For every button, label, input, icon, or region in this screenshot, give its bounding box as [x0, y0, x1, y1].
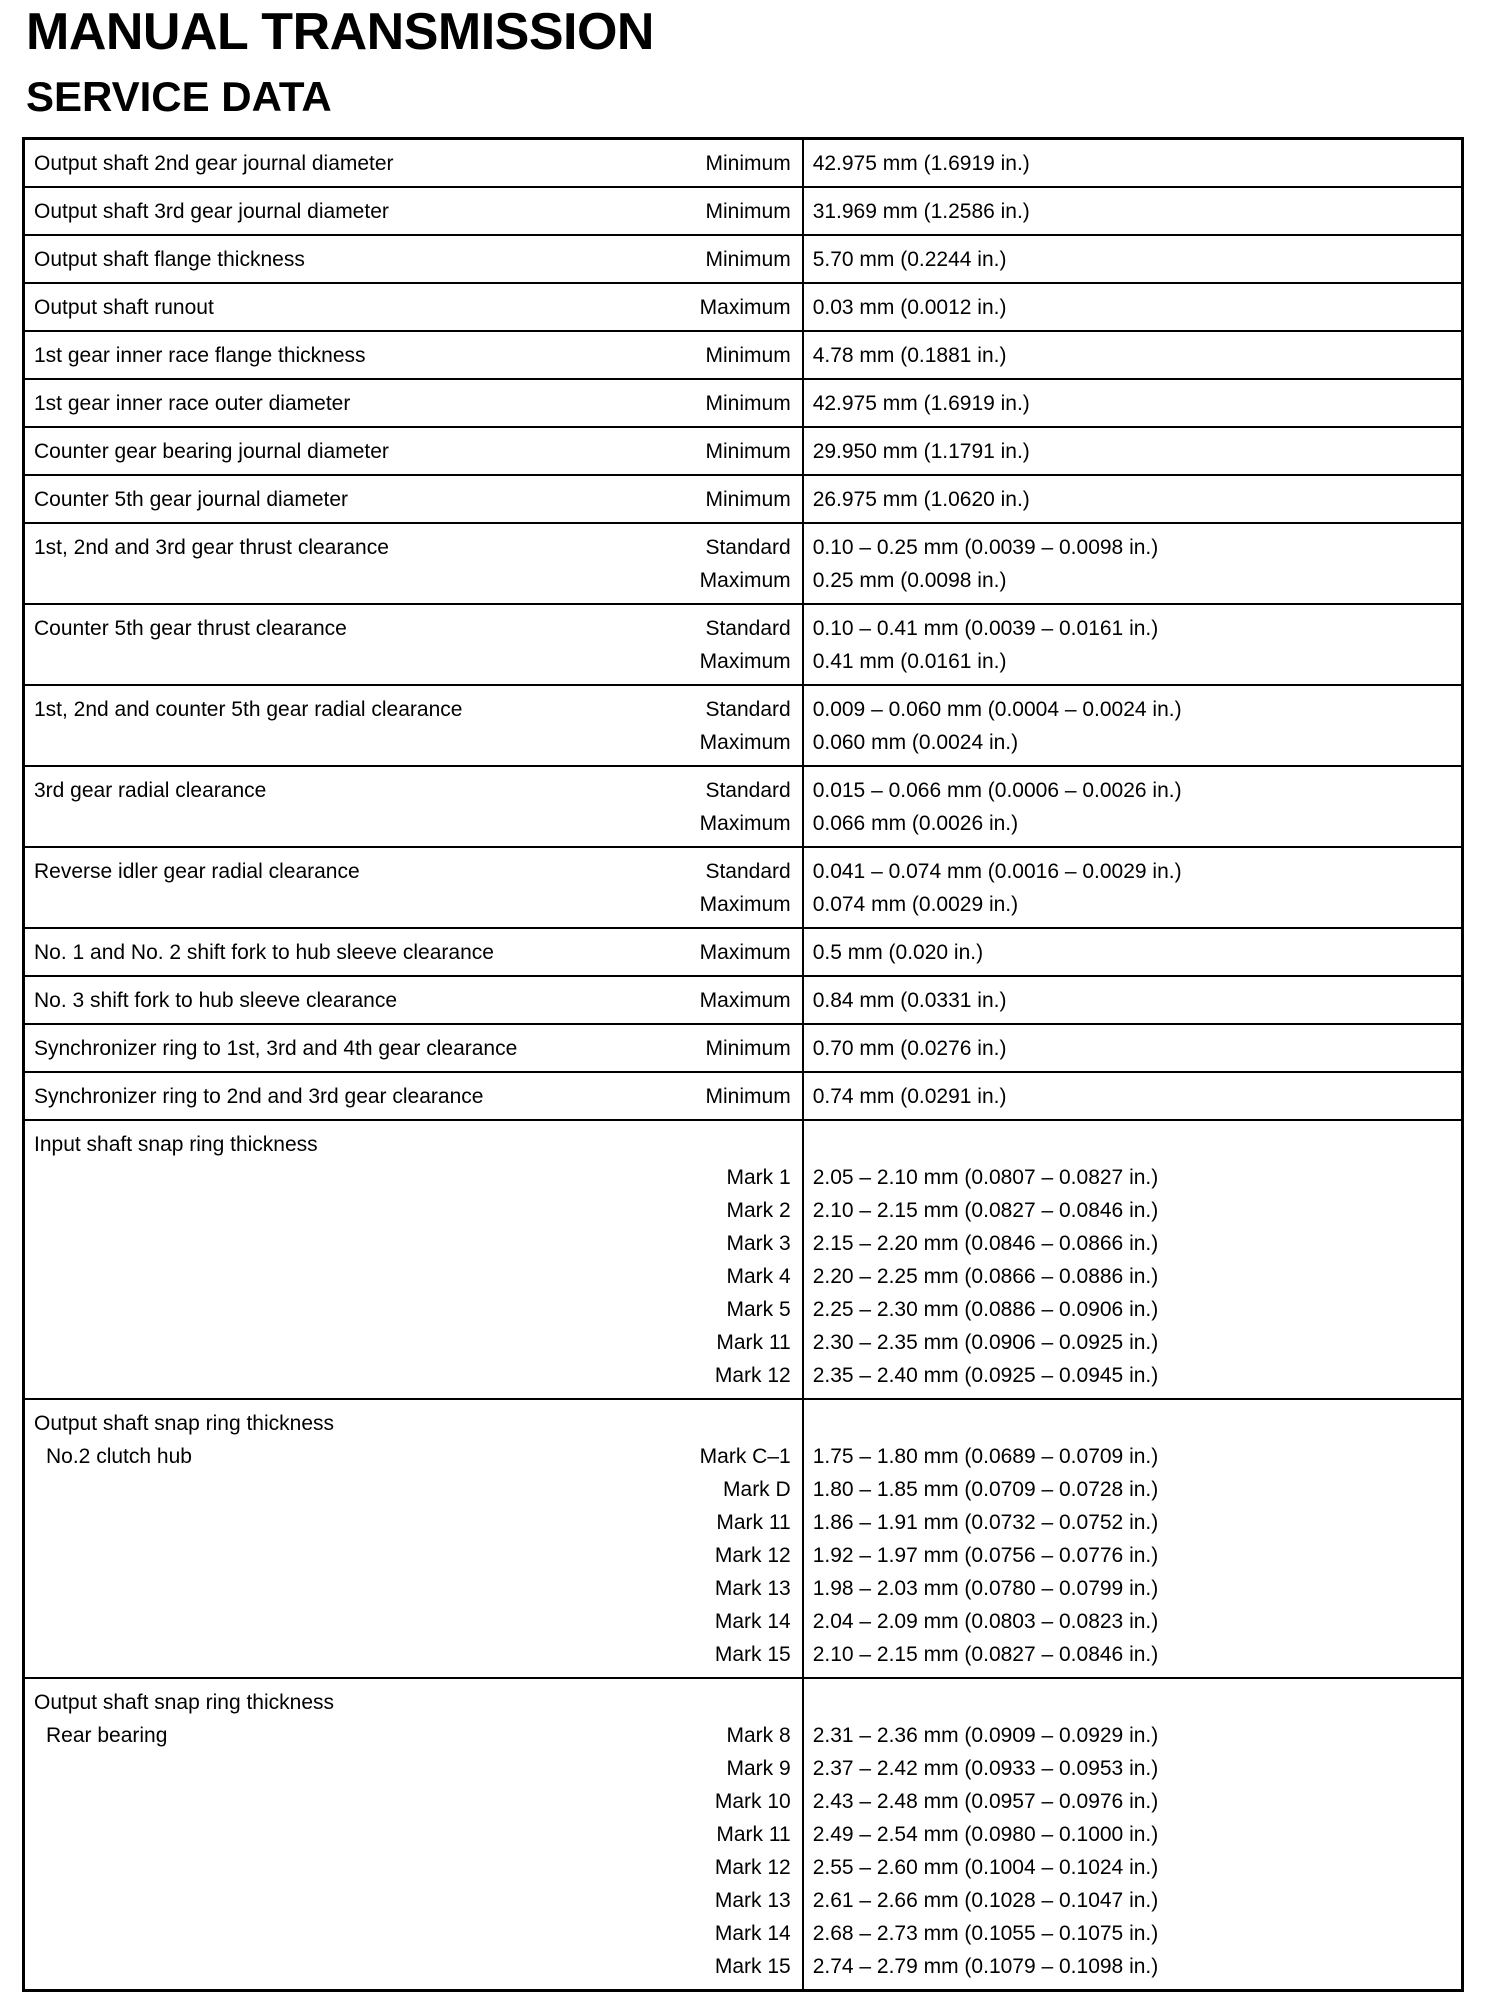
spec-value: 0.10 – 0.41 mm (0.0039 – 0.0161 in.): [812, 617, 1159, 640]
parameter-cell: [24, 235, 803, 283]
parameter-name: Counter 5th gear journal diameter: [34, 488, 349, 511]
spec-value: 0.060 mm (0.0024 in.): [812, 731, 1019, 754]
parameter-cell: [24, 187, 803, 235]
value-cell: [803, 139, 1463, 188]
row-padding: [813, 228, 1461, 234]
spec-label: Minimum: [705, 152, 791, 175]
parameter-block: [25, 236, 305, 276]
spec-row: [24, 427, 1463, 475]
value-cell: [803, 1024, 1463, 1072]
parameter-cell: [24, 766, 803, 847]
spec-value: 2.04 – 2.09 mm (0.0803 – 0.0823 in.): [812, 1610, 1159, 1633]
spec-label: Mark 15: [714, 1955, 791, 1978]
spec-value: 42.975 mm (1.6919 in.): [812, 392, 1030, 415]
label-spacer: [715, 1128, 791, 1161]
spec-value: 31.969 mm (1.2586 in.): [812, 200, 1030, 223]
value-cell: [803, 847, 1463, 928]
parameter-name: Output shaft flange thickness: [34, 248, 305, 271]
spec-value-list: [804, 236, 1461, 282]
label-spacer: [700, 1407, 791, 1440]
spec-value: 2.10 – 2.15 mm (0.0827 – 0.0846 in.): [812, 1199, 1159, 1222]
spec-label-list: [700, 524, 802, 597]
spec-label: Mark C–1: [699, 1445, 791, 1468]
spec-value: 0.41 mm (0.0161 in.): [812, 650, 1007, 673]
spec-label: Mark 12: [714, 1856, 791, 1879]
parameter-block: [25, 380, 350, 420]
spec-label: Mark 15: [714, 1643, 791, 1666]
spec-value: 1.86 – 1.91 mm (0.0732 – 0.0752 in.): [812, 1511, 1159, 1534]
spec-label-list: [700, 767, 802, 840]
parameter-cell: [24, 1072, 803, 1120]
spec-value-list: [804, 380, 1461, 426]
spec-label-list: [715, 1679, 802, 1983]
row-padding: [813, 468, 1461, 474]
value-cell: [803, 976, 1463, 1024]
parameter-cell: [24, 1120, 803, 1399]
spec-row: [24, 928, 1463, 976]
service-data-body: [24, 139, 1463, 1991]
spec-value: 0.70 mm (0.0276 in.): [812, 1037, 1007, 1060]
spec-label: Mark 10: [714, 1790, 791, 1813]
parameter-name: Counter gear bearing journal diameter: [34, 440, 389, 463]
spec-group-row: [24, 1399, 1463, 1678]
spec-label-list: [715, 1121, 802, 1392]
spec-value: 42.975 mm (1.6919 in.): [812, 152, 1030, 175]
spec-label: Mark 5: [726, 1298, 791, 1321]
spec-value: 0.03 mm (0.0012 in.): [812, 296, 1007, 319]
parameter-name: 3rd gear radial clearance: [34, 779, 267, 802]
spec-label: Minimum: [705, 1085, 791, 1108]
spec-group-row: [24, 1678, 1463, 1991]
parameter-name: 1st gear inner race outer diameter: [34, 392, 351, 415]
spec-row: [24, 1024, 1463, 1072]
parameter-cell: [24, 523, 803, 604]
row-padding: [813, 597, 1461, 603]
spec-value: 0.041 – 0.074 mm (0.0016 – 0.0029 in.): [812, 860, 1182, 883]
spec-label: Standard: [705, 860, 791, 883]
parameter-name: Output shaft snap ring thickness: [34, 1412, 334, 1435]
spec-value: 2.30 – 2.35 mm (0.0906 – 0.0925 in.): [812, 1331, 1159, 1354]
parameter-block: [25, 284, 214, 324]
parameter-name: Output shaft snap ring thickness: [34, 1691, 334, 1714]
row-padding: [813, 969, 1461, 975]
spec-row: [24, 235, 1463, 283]
value-cell: [803, 475, 1463, 523]
spec-label-list: [706, 140, 802, 180]
spec-label-list: [700, 977, 802, 1017]
spec-label: Mark 11: [716, 1823, 791, 1846]
spec-value-list: [804, 1073, 1461, 1119]
spec-value: 1.92 – 1.97 mm (0.0756 – 0.0776 in.): [812, 1544, 1159, 1567]
parameter-name: Synchronizer ring to 2nd and 3rd gear clearance: [34, 1085, 484, 1108]
spec-value: 0.009 – 0.060 mm (0.0004 – 0.0024 in.): [812, 698, 1182, 721]
parameter-cell: [24, 1399, 803, 1678]
spec-label: Maximum: [699, 569, 791, 592]
spec-row: [24, 685, 1463, 766]
parameter-name: 1st gear inner race flange thickness: [34, 344, 366, 367]
parameter-name: Input shaft snap ring thickness: [34, 1133, 318, 1156]
parameter-block: [25, 140, 394, 180]
spec-value: 0.5 mm (0.020 in.): [812, 941, 984, 964]
value-spacer: [813, 1407, 1461, 1440]
spec-row: [24, 766, 1463, 847]
value-cell: [803, 1678, 1463, 1991]
value-cell: [803, 685, 1463, 766]
value-cell: [803, 427, 1463, 475]
spec-label: Standard: [705, 617, 791, 640]
parameter-block: [25, 188, 389, 228]
spec-label: Minimum: [705, 200, 791, 223]
spec-value-list: [804, 848, 1461, 927]
spec-value: 2.10 – 2.15 mm (0.0827 – 0.0846 in.): [812, 1643, 1159, 1666]
spec-value-list: [804, 140, 1461, 186]
spec-label: Standard: [705, 536, 791, 559]
spec-value: 29.950 mm (1.1791 in.): [812, 440, 1030, 463]
spec-label: Maximum: [699, 812, 791, 835]
row-padding: [813, 1983, 1461, 1989]
parameter-cell: [24, 1678, 803, 1991]
spec-label: Mark 12: [714, 1544, 791, 1567]
spec-value: 2.05 – 2.10 mm (0.0807 – 0.0827 in.): [812, 1166, 1159, 1189]
spec-value-list: [804, 1679, 1461, 1989]
parameter-block: [25, 1073, 483, 1113]
row-padding: [813, 516, 1461, 522]
parameter-cell: [24, 475, 803, 523]
spec-label: Maximum: [699, 941, 791, 964]
spec-value: 1.80 – 1.85 mm (0.0709 – 0.0728 in.): [812, 1478, 1159, 1501]
spec-value: 2.25 – 2.30 mm (0.0886 – 0.0906 in.): [812, 1298, 1159, 1321]
row-padding: [813, 324, 1461, 330]
spec-label: Mark 1: [726, 1166, 791, 1189]
parameter-block: [25, 977, 397, 1017]
parameter-block: [25, 476, 348, 516]
spec-label: Mark 3: [726, 1232, 791, 1255]
spec-value-list: [804, 1025, 1461, 1071]
parameter-name: Output shaft 3rd gear journal diameter: [34, 200, 389, 223]
parameter-name: 1st, 2nd and 3rd gear thrust clearance: [34, 536, 389, 559]
spec-row: [24, 604, 1463, 685]
spec-label: Maximum: [699, 731, 791, 754]
row-padding: [813, 276, 1461, 282]
spec-value: 0.066 mm (0.0026 in.): [812, 812, 1019, 835]
spec-label: Minimum: [705, 344, 791, 367]
spec-row: [24, 1072, 1463, 1120]
row-padding: [813, 759, 1461, 765]
spec-value-list: [804, 428, 1461, 474]
value-cell: [803, 331, 1463, 379]
spec-label: Mark 11: [716, 1331, 791, 1354]
parameter-name: Output shaft runout: [34, 296, 214, 319]
spec-value: 0.74 mm (0.0291 in.): [812, 1085, 1007, 1108]
spec-label: Maximum: [699, 989, 791, 1012]
spec-group-row: [24, 1120, 1463, 1399]
spec-value-list: [804, 977, 1461, 1023]
parameter-name: 1st, 2nd and counter 5th gear radial clearance: [34, 698, 463, 721]
spec-value: 2.61 – 2.66 mm (0.1028 – 0.1047 in.): [812, 1889, 1159, 1912]
parameter-cell: [24, 976, 803, 1024]
spec-label: Mark 13: [714, 1577, 791, 1600]
spec-label-list: [706, 332, 802, 372]
spec-row: [24, 139, 1463, 188]
parameter-block: [25, 428, 389, 468]
spec-label: Mark D: [723, 1478, 791, 1501]
value-cell: [803, 1399, 1463, 1678]
parameter-name: No. 1 and No. 2 shift fork to hub sleeve clearance: [34, 941, 494, 964]
parameter-block: [25, 1025, 517, 1065]
spec-value: 5.70 mm (0.2244 in.): [812, 248, 1007, 271]
spec-value: 0.015 – 0.066 mm (0.0006 – 0.0026 in.): [812, 779, 1182, 802]
spec-value-list: [804, 284, 1461, 330]
value-cell: [803, 379, 1463, 427]
spec-label: Maximum: [699, 650, 791, 673]
parameter-block: [25, 929, 494, 969]
spec-value: 26.975 mm (1.0620 in.): [812, 488, 1030, 511]
spec-value: 0.84 mm (0.0331 in.): [812, 989, 1007, 1012]
page-title: MANUAL TRANSMISSION: [26, 3, 654, 61]
parameter-cell: [24, 847, 803, 928]
spec-value: 2.15 – 2.20 mm (0.0846 – 0.0866 in.): [812, 1232, 1159, 1255]
value-cell: [803, 283, 1463, 331]
row-padding: [813, 921, 1461, 927]
parameter-cell: [24, 283, 803, 331]
spec-value: 0.10 – 0.25 mm (0.0039 – 0.0098 in.): [812, 536, 1159, 559]
spec-label-list: [706, 380, 802, 420]
row-padding: [813, 1671, 1461, 1677]
parameter-name: Output shaft 2nd gear journal diameter: [34, 152, 394, 175]
parameter-cell: [24, 928, 803, 976]
spec-label: Mark 9: [726, 1757, 791, 1780]
spec-label-list: [700, 686, 802, 759]
spec-value: 2.35 – 2.40 mm (0.0925 – 0.0945 in.): [812, 1364, 1159, 1387]
spec-label: Mark 11: [716, 1511, 791, 1534]
row-padding: [813, 1065, 1461, 1071]
spec-label: Mark 4: [726, 1265, 791, 1288]
parameter-name: Counter 5th gear thrust clearance: [34, 617, 347, 640]
row-padding: [813, 420, 1461, 426]
value-spacer: [813, 1128, 1461, 1161]
spec-value-list: [804, 767, 1461, 846]
parameter-cell: [24, 685, 803, 766]
spec-label: Minimum: [705, 488, 791, 511]
value-cell: [803, 187, 1463, 235]
row-padding: [813, 678, 1461, 684]
row-padding: [813, 1113, 1461, 1119]
parameter-block: [25, 767, 266, 840]
spec-label: Minimum: [705, 248, 791, 271]
value-cell: [803, 1072, 1463, 1120]
spec-value: 1.98 – 2.03 mm (0.0780 – 0.0799 in.): [812, 1577, 1159, 1600]
parameter-cell: [24, 139, 803, 188]
value-cell: [803, 235, 1463, 283]
spec-label-list: [706, 1073, 802, 1113]
spec-label-list: [706, 1025, 802, 1065]
spec-label-list: [700, 1400, 802, 1671]
spec-value-list: [804, 929, 1461, 975]
parameter-block: [25, 524, 389, 597]
spec-label-list: [700, 605, 802, 678]
spec-value-list: [804, 605, 1461, 684]
row-padding: [813, 840, 1461, 846]
parameter-block: [25, 686, 462, 759]
spec-row: [24, 331, 1463, 379]
spec-value-list: [804, 188, 1461, 234]
spec-label: Mark 8: [726, 1724, 791, 1747]
spec-value-list: [804, 332, 1461, 378]
spec-label-list: [700, 284, 802, 324]
spec-row: [24, 475, 1463, 523]
parameter-name: Reverse idler gear radial clearance: [34, 860, 360, 883]
spec-value: 2.20 – 2.25 mm (0.0866 – 0.0886 in.): [812, 1265, 1159, 1288]
spec-label: Standard: [705, 779, 791, 802]
spec-value-list: [804, 686, 1461, 765]
spec-value: 0.074 mm (0.0029 in.): [812, 893, 1019, 916]
section-title: SERVICE DATA: [26, 73, 332, 120]
spec-label: Minimum: [705, 440, 791, 463]
spec-value: 2.43 – 2.48 mm (0.0957 – 0.0976 in.): [812, 1790, 1159, 1813]
parameter-cell: [24, 1024, 803, 1072]
spec-value: 2.68 – 2.73 mm (0.1055 – 0.1075 in.): [812, 1922, 1159, 1945]
spec-value: 2.74 – 2.79 mm (0.1079 – 0.1098 in.): [812, 1955, 1159, 1978]
parameter-name: No. 3 shift fork to hub sleeve clearance: [34, 989, 398, 1012]
spec-value-list: [804, 476, 1461, 522]
value-cell: [803, 604, 1463, 685]
row-padding: [813, 180, 1461, 186]
parameter-cell: [24, 604, 803, 685]
spec-value: 2.37 – 2.42 mm (0.0933 – 0.0953 in.): [812, 1757, 1159, 1780]
spec-value: 2.49 – 2.54 mm (0.0980 – 0.1000 in.): [812, 1823, 1159, 1846]
parameter-block: [25, 332, 366, 372]
spec-label: Mark 12: [714, 1364, 791, 1387]
value-cell: [803, 766, 1463, 847]
parameter-block: [25, 605, 347, 678]
spec-row: [24, 523, 1463, 604]
spec-value: 0.25 mm (0.0098 in.): [812, 569, 1007, 592]
parameter-block: [25, 1121, 318, 1392]
spec-label-list: [706, 428, 802, 468]
parameter-block: [25, 1400, 334, 1671]
spec-label: Maximum: [699, 296, 791, 319]
spec-value: 1.75 – 1.80 mm (0.0689 – 0.0709 in.): [812, 1445, 1159, 1468]
spec-label: Minimum: [705, 392, 791, 415]
parameter-block: [25, 848, 360, 921]
parameter-subname: Rear bearing: [46, 1724, 168, 1747]
spec-label: Mark 2: [726, 1199, 791, 1222]
parameter-subname: No.2 clutch hub: [46, 1445, 192, 1468]
spec-label: Mark 14: [714, 1922, 791, 1945]
spec-label-list: [706, 476, 802, 516]
spec-value: 2.31 – 2.36 mm (0.0909 – 0.0929 in.): [812, 1724, 1159, 1747]
value-cell: [803, 1120, 1463, 1399]
parameter-cell: [24, 331, 803, 379]
parameter-name: Synchronizer ring to 1st, 3rd and 4th gear clearance: [34, 1037, 518, 1060]
spec-row: [24, 976, 1463, 1024]
value-spacer: [813, 1686, 1461, 1719]
parameter-block: [25, 1679, 334, 1983]
spec-value-list: [804, 1400, 1461, 1677]
spec-label: Mark 13: [714, 1889, 791, 1912]
spec-label-list: [706, 188, 802, 228]
label-spacer: [715, 1686, 791, 1719]
spec-row: [24, 379, 1463, 427]
spec-label-list: [700, 848, 802, 921]
spec-value: 4.78 mm (0.1881 in.): [812, 344, 1007, 367]
row-padding: [813, 1017, 1461, 1023]
value-cell: [803, 928, 1463, 976]
spec-label: Standard: [705, 698, 791, 721]
spec-row: [24, 847, 1463, 928]
spec-value-list: [804, 1121, 1461, 1398]
parameter-cell: [24, 427, 803, 475]
spec-label-list: [700, 929, 802, 969]
spec-value: 2.55 – 2.60 mm (0.1004 – 0.1024 in.): [812, 1856, 1159, 1879]
spec-label: Mark 14: [714, 1610, 791, 1633]
row-padding: [813, 1392, 1461, 1398]
row-padding: [813, 372, 1461, 378]
spec-label: Minimum: [705, 1037, 791, 1060]
value-cell: [803, 523, 1463, 604]
spec-value-list: [804, 524, 1461, 603]
spec-label-list: [706, 236, 802, 276]
parameter-cell: [24, 379, 803, 427]
spec-row: [24, 283, 1463, 331]
service-data-table: [22, 137, 1464, 1992]
spec-row: [24, 187, 1463, 235]
spec-label: Maximum: [699, 893, 791, 916]
